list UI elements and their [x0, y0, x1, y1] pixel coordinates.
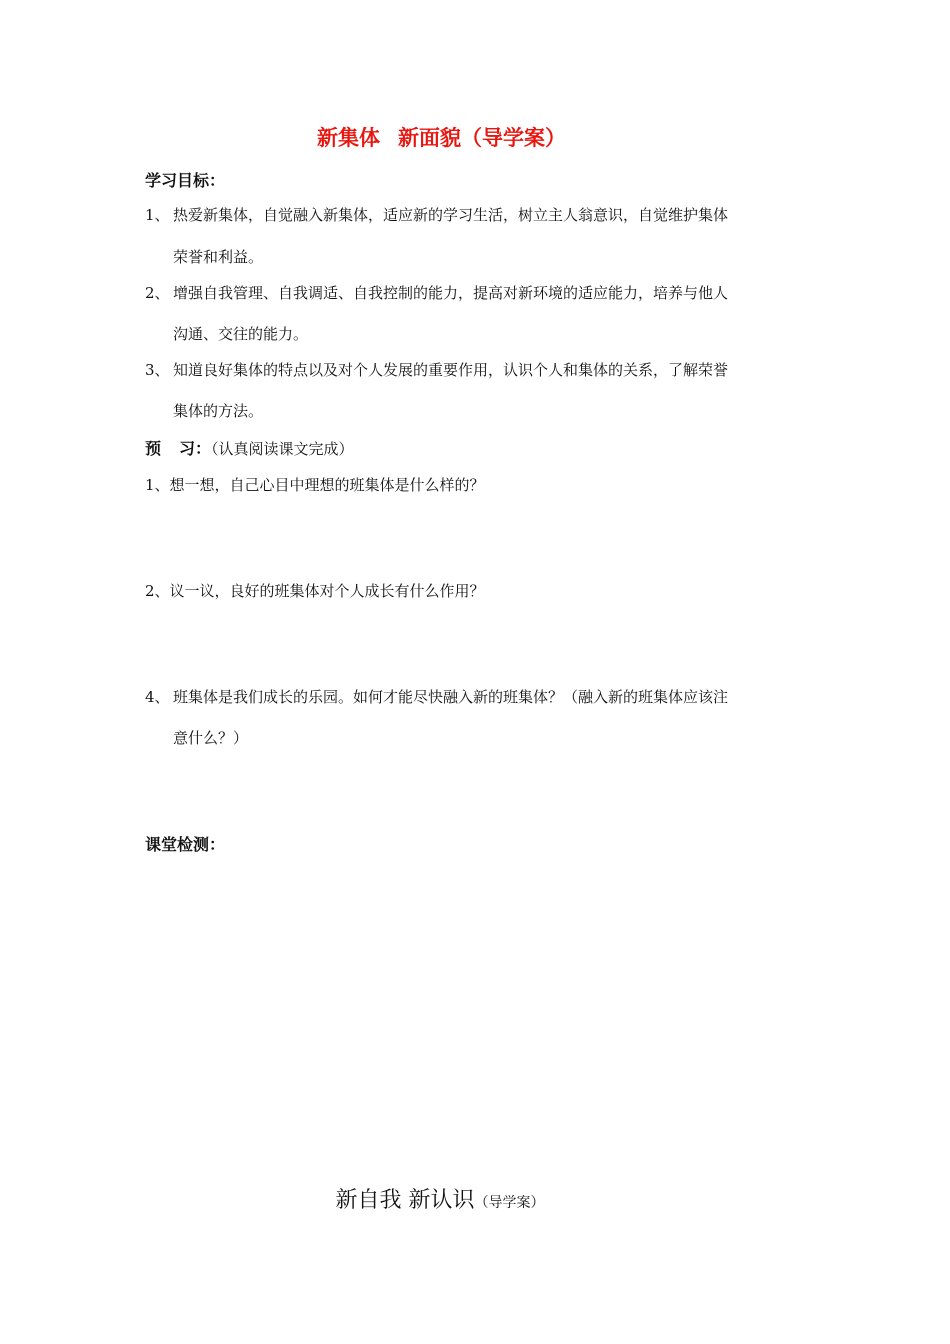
- check-heading: 课堂检测：: [145, 835, 226, 854]
- objective-number: 3、: [145, 361, 170, 379]
- objective-text-line2: 集体的方法。: [173, 402, 264, 420]
- objective-number: 1、: [145, 206, 170, 224]
- next-section-title: [0, 1183, 880, 1214]
- preview-heading-a: 预: [145, 439, 162, 458]
- preview-heading-row: [145, 436, 354, 459]
- question-4-number: 4、: [145, 688, 170, 706]
- next-section-title-main: 新自我 新认识: [335, 1188, 475, 1213]
- objective-text-line2: 沟通、交往的能力。: [173, 325, 309, 343]
- objective-text-line1: 知道良好集体的特点以及对个人发展的重要作用，认识个人和集体的关系，了解荣誉: [173, 361, 729, 379]
- preview-heading-b: 习：: [179, 439, 212, 458]
- title-part-1: 新集体: [317, 126, 380, 150]
- question-4-line1: 班集体是我们成长的乐园。如何才能尽快融入新的班集体？（融入新的班集体应该注: [173, 688, 729, 706]
- question-4-line2: 意什么？）: [173, 729, 249, 747]
- objectives-heading: 学习目标：: [145, 171, 226, 190]
- objective-number: 2、: [145, 284, 170, 302]
- objective-text-line2: 荣誉和利益。: [173, 248, 264, 266]
- objective-text-line1: 热爱新集体，自觉融入新集体，适应新的学习生活，树立主人翁意识，自觉维护集体: [173, 206, 729, 224]
- title-part-2: 新面貌（导学案）: [398, 126, 566, 150]
- document-title: [0, 122, 883, 152]
- preview-note: （认真阅读课文完成）: [211, 440, 354, 458]
- question-1: 1、想一想，自己心目中理想的班集体是什么样的？: [145, 476, 485, 494]
- next-section-title-suffix: （导学案）: [474, 1195, 545, 1211]
- question-2: 2、议一议，良好的班集体对个人成长有什么作用？: [145, 582, 485, 600]
- objective-text-line1: 增强自我管理、自我调适、自我控制的能力，提高对新环境的适应能力，培养与他人: [173, 284, 729, 302]
